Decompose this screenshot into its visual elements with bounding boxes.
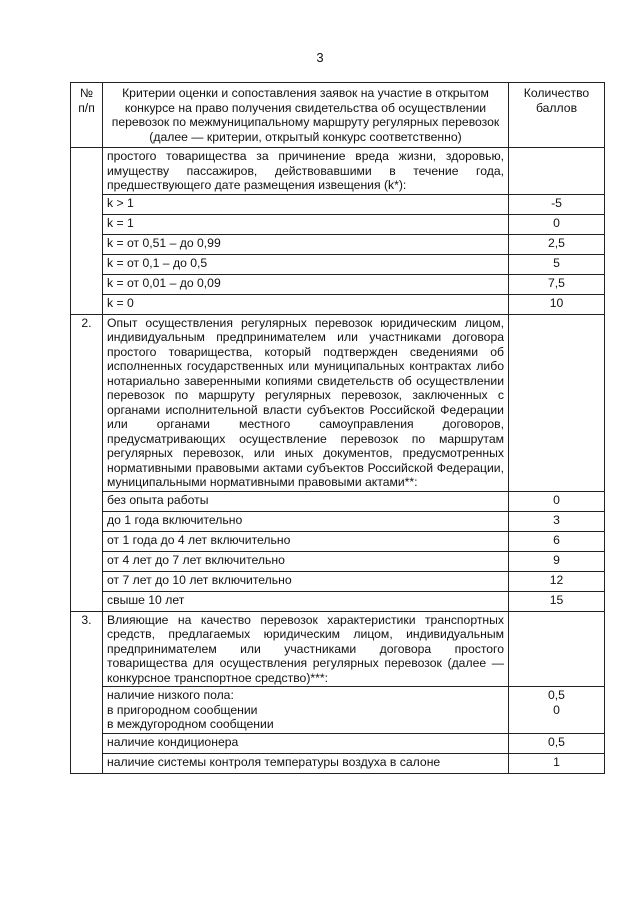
- row-label: k = 0: [103, 294, 509, 314]
- row-label: до 1 года включительно: [103, 511, 509, 531]
- low-floor-points3: 0: [553, 702, 560, 717]
- row-points: 1: [509, 753, 605, 773]
- low-floor-points2: 0,5: [548, 688, 565, 702]
- low-floor-line1: наличие низкого пола:: [107, 688, 234, 702]
- criteria-table: [70, 82, 605, 774]
- table-row: [71, 491, 605, 511]
- row-label: k = 1: [103, 214, 509, 234]
- table-row: [71, 733, 605, 753]
- row-label: от 4 лет до 7 лет включительно: [103, 551, 509, 571]
- row-points: 12: [509, 571, 605, 591]
- row-points: 0: [509, 214, 605, 234]
- table-row: [71, 571, 605, 591]
- row-points: -5: [509, 194, 605, 214]
- row-points: 6: [509, 531, 605, 551]
- table-row: [71, 511, 605, 531]
- low-floor-points-cell: [509, 687, 605, 734]
- table-row: [71, 611, 605, 687]
- row-points: 3: [509, 511, 605, 531]
- row-label: k > 1: [103, 194, 509, 214]
- row-label: наличие кондиционера: [103, 733, 509, 753]
- row-points: 0,5: [509, 733, 605, 753]
- table-row: [71, 148, 605, 195]
- table-row: [71, 591, 605, 611]
- row-label: от 7 лет до 10 лет включительно: [103, 571, 509, 591]
- row-label: k = от 0,01 – до 0,09: [103, 274, 509, 294]
- row-label: наличие системы контроля температуры воздуха в салоне: [103, 753, 509, 773]
- row-points: 2,5: [509, 234, 605, 254]
- section3-num: 3.: [71, 611, 103, 773]
- row-points: 0: [509, 491, 605, 511]
- table-header-row: [71, 83, 605, 148]
- table-row: [71, 214, 605, 234]
- row-points: 9: [509, 551, 605, 571]
- header-points: Количество баллов: [509, 83, 605, 148]
- low-floor-label-cell: [103, 687, 509, 734]
- page-number: 3: [316, 50, 324, 65]
- low-floor-line3: в междугородном сообщении: [107, 717, 274, 731]
- section1-num-cell: [71, 148, 103, 315]
- row-points: 15: [509, 591, 605, 611]
- table-row: [71, 531, 605, 551]
- header-criteria: Критерии оценки и сопоставления заявок на участие в открытом конкурсе на право получения свидетельства об осуществлении перевозок по межмуниципальному маршруту регулярных перевозок (далее — критерии, открытый конкурс соответственно): [103, 83, 509, 148]
- low-floor-line2: в пригородном сообщении: [107, 702, 258, 717]
- section3-text: Влияющие на качество перевозок характеристики транспортных средств, предлагаемых юридическим лицом, индивидуальным предпринимателем или участниками договора простого товарищества для осуществления регулярных перевозок (далее — конкурсное транспортное средство)***:: [103, 611, 509, 687]
- table-row: [71, 753, 605, 773]
- section2-text: Опыт осуществления регулярных перевозок юридическим лицом, индивидуальным предпринимателем или участниками договора простого товарищества, который подтвержден сведениями об исполненных государственных или муниципальных контрактах либо нотариально заверенными копиями свидетельств об осуществлении перевозок по маршруту регулярных перевозок, заключенных с органами исполнительной власти субъектов Российской Федерации или органами местного самоуправления договоров, предусматривающих осуществление перевозок по маршрутам регулярных перевозок, или иных документов, предусмотренных нормативными правовыми актами субъектов Российской Федерации, муниципальными нормативными правовыми актами**:: [103, 314, 509, 491]
- section1-continuation: простого товарищества за причинение вреда жизни, здоровью, имуществу пассажиров, действовавшими в течение года, предшествующего дате размещения извещения (k*):: [103, 148, 509, 195]
- table-row: [71, 194, 605, 214]
- empty-points-cell: [509, 314, 605, 491]
- row-label: от 1 года до 4 лет включительно: [103, 531, 509, 551]
- empty-points-cell: [509, 148, 605, 195]
- section2-num: 2.: [71, 314, 103, 611]
- row-label: без опыта работы: [103, 491, 509, 511]
- row-points: 7,5: [509, 274, 605, 294]
- row-label: k = от 0,1 – до 0,5: [103, 254, 509, 274]
- row-points: 10: [509, 294, 605, 314]
- table-row: [71, 294, 605, 314]
- row-label: свыше 10 лет: [103, 591, 509, 611]
- table-row: [71, 274, 605, 294]
- table-row: [71, 234, 605, 254]
- row-points: 5: [509, 254, 605, 274]
- table-row: [71, 254, 605, 274]
- empty-points-cell: [509, 611, 605, 687]
- table-row: [71, 551, 605, 571]
- header-num: № п/п: [71, 83, 103, 148]
- table-row: [71, 687, 605, 734]
- table-row: [71, 314, 605, 491]
- row-label: k = от 0,51 – до 0,99: [103, 234, 509, 254]
